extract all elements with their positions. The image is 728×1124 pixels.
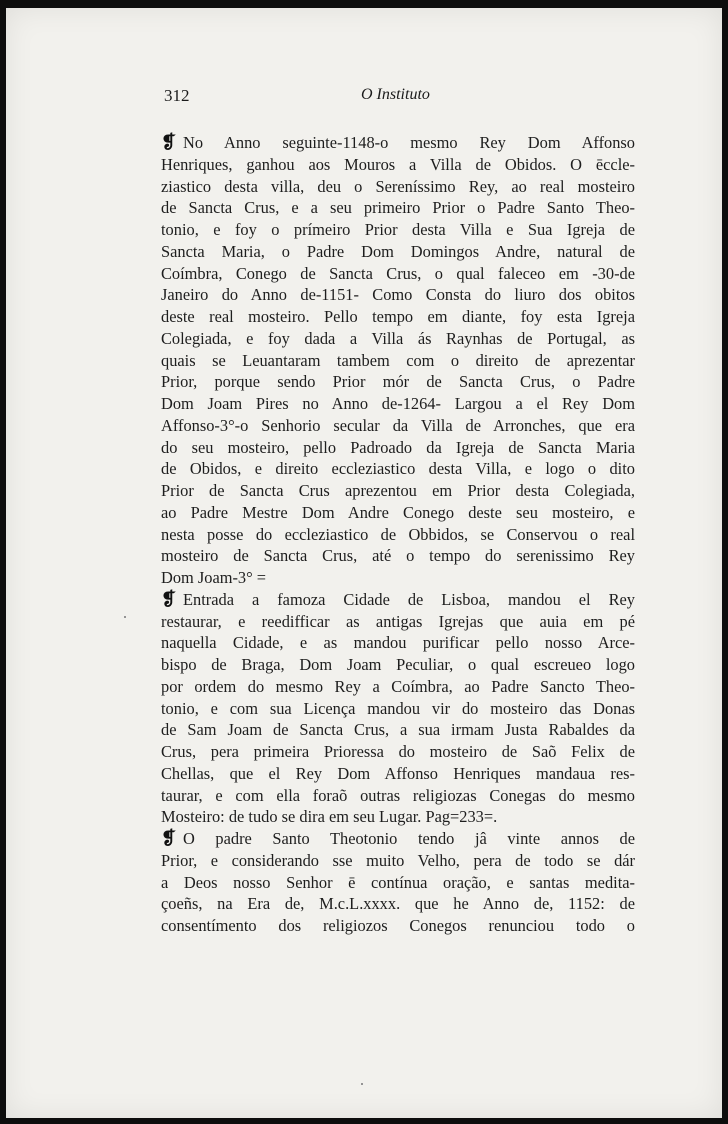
text-line-content: Sancta Maria, o Padre Dom Domingos Andre, natural de: [161, 241, 635, 261]
text-line: [161, 241, 635, 263]
text-line: [161, 828, 635, 850]
text-line: [161, 502, 635, 524]
text-line: [161, 284, 635, 306]
text-line: [161, 524, 635, 546]
text-line-content: taurar, e com ella foraõ outras religiozas Conegas do mesmo: [161, 785, 635, 805]
paragraph-mark-icon: ❡: [161, 588, 177, 609]
text-line-content: a Deos nosso Senhor ē contínua oração, e santas medita-: [161, 872, 635, 892]
text-line-content: deste real mosteiro. Pello tempo em diante, foy esta Igreja: [161, 307, 635, 326]
text-line: [161, 850, 635, 872]
text-line-content: de Obidos, e direito eccleziastico desta Villa, e logo o dito: [161, 459, 635, 479]
text-line-content: Prior, porque sendo Prior mór de Sancta Crus, o Padre: [161, 372, 635, 392]
text-line-content: Prior de Sancta Crus aprezentou em Prior desta Colegiada,: [161, 481, 635, 500]
text-line-content: ao Padre Mestre Dom Andre Conego deste seu mosteiro, e: [161, 502, 635, 522]
text-line-content: Colegiada, e foy dada a Villa ás Raynhas de Portugal, as: [161, 328, 635, 348]
text-line-content: No Anno seguinte-1148-o mesmo Rey Dom Affonso: [183, 133, 635, 152]
page-header: [6, 86, 722, 110]
text-line: [161, 480, 635, 502]
text-line: [161, 263, 635, 285]
text-line: [161, 589, 635, 611]
text-line-content: tonio, e com sua Licença mandou vir do mosteiro das Donas: [161, 698, 635, 718]
text-line-content: de Sam Joam de Sancta Crus, a sua irmam Justa Rabaldes da: [161, 720, 635, 740]
text-line: [161, 545, 635, 567]
text-line: [161, 632, 635, 654]
text-line-content: do seu mosteiro, pello Padroado da Igreja de Sancta Maria: [161, 437, 635, 457]
text-line-content: Prior, e considerando sse muito Velho, pera de todo se dár: [161, 850, 635, 870]
text-line-content: restaurar, e reedifficar as antigas Igrejas que auia em pé: [161, 611, 635, 631]
paper-speck: [361, 1083, 363, 1085]
paper-speck: [124, 616, 126, 618]
text-line: [161, 306, 635, 328]
text-line-content: quais se Leuantaram tambem com o direito de aprezentar: [161, 350, 635, 370]
text-line: [161, 741, 635, 763]
text-line: [161, 654, 635, 676]
text-line-content: consentímento dos religiozos Conegos renunciou todo o: [161, 916, 635, 935]
text-line-content: Coímbra, Conego de Sancta Crus, o qual faleceo em -30-de: [161, 263, 635, 283]
text-line: [161, 698, 635, 720]
text-line: [161, 872, 635, 894]
text-line-content: mosteiro de Sancta Crus, até o tempo do serenissimo Rey: [161, 546, 635, 566]
text-line-content: Janeiro do Anno de-1151- Como Consta do liuro dos obitos: [161, 285, 635, 305]
text-line: [161, 415, 635, 437]
text-line: [161, 350, 635, 372]
text-line: [161, 719, 635, 741]
text-line: [161, 806, 635, 828]
text-line-content: Mosteiro: de tudo se dira em seu Lugar. Pag=233=.: [161, 807, 498, 827]
text-line: [161, 785, 635, 807]
book-page: [6, 8, 722, 1118]
text-line-content: Dom Joam Pires no Anno de-1264- Largou a el Rey Dom: [161, 394, 635, 413]
paragraph-mark-icon: ❡: [161, 828, 177, 848]
text-line: [161, 893, 635, 915]
text-line: [161, 611, 635, 633]
text-line: [161, 219, 635, 241]
text-line-content: Crus, pera primeira Prioressa do mosteiro de Saõ Felix de: [161, 742, 635, 761]
text-line-content: nesta posse do eccleziastico de Obbidos, se Conservou o real: [161, 524, 635, 544]
text-line: [161, 176, 635, 198]
text-line-content: Affonso-3°-o Senhorio secular da Villa de Arronches, que era: [161, 415, 635, 435]
text-line-content: O padre Santo Theotonio tendo jâ vinte annos de: [183, 829, 635, 848]
text-line: [161, 197, 635, 219]
text-line: [161, 132, 635, 154]
text-line: [161, 154, 635, 176]
text-line-content: Henriques, ganhou aos Mouros a Villa de Obidos. O ēccle-: [161, 154, 635, 174]
text-line-content: Chellas, que el Rey Dom Affonso Henriques mandaua res-: [161, 763, 635, 783]
text-line: [161, 371, 635, 393]
text-line: [161, 676, 635, 698]
text-line-content: ziastico desta villa, deu o Sereníssimo Rey, ao real mosteiro: [161, 176, 635, 196]
text-line: [161, 763, 635, 785]
paragraph-mark-icon: ❡: [161, 132, 177, 152]
text-line-content: de Sancta Crus, e a seu primeiro Prior o Padre Santo Theo-: [161, 198, 635, 218]
text-line: [161, 567, 635, 589]
text-line-content: bispo de Braga, Dom Joam Peculiar, o qual escreueo logo: [161, 655, 635, 674]
page-number: 312: [164, 86, 190, 105]
text-line: [161, 458, 635, 480]
text-line: [161, 915, 635, 937]
running-title: O Instituto: [361, 86, 430, 103]
body-text: [161, 132, 635, 937]
text-line: [161, 393, 635, 415]
text-line-content: Dom Joam-3° =: [161, 568, 267, 587]
text-line-content: çoeñs, na Era de, M.c.L.xxxx. que he Anno de, 1152: de: [161, 894, 635, 914]
text-line: [161, 328, 635, 350]
text-line: [161, 437, 635, 459]
text-line-content: Entrada a famoza Cidade de Lisboa, mandou el Rey: [183, 589, 635, 609]
text-line-content: tonio, e foy o prímeiro Prior desta Villa e Sua Igreja de: [161, 220, 635, 239]
text-line-content: por ordem do mesmo Rey a Coímbra, ao Padre Sancto Theo-: [161, 676, 635, 696]
text-line-content: naquella Cidade, e as mandou purificar pello nosso Arce-: [161, 633, 635, 653]
